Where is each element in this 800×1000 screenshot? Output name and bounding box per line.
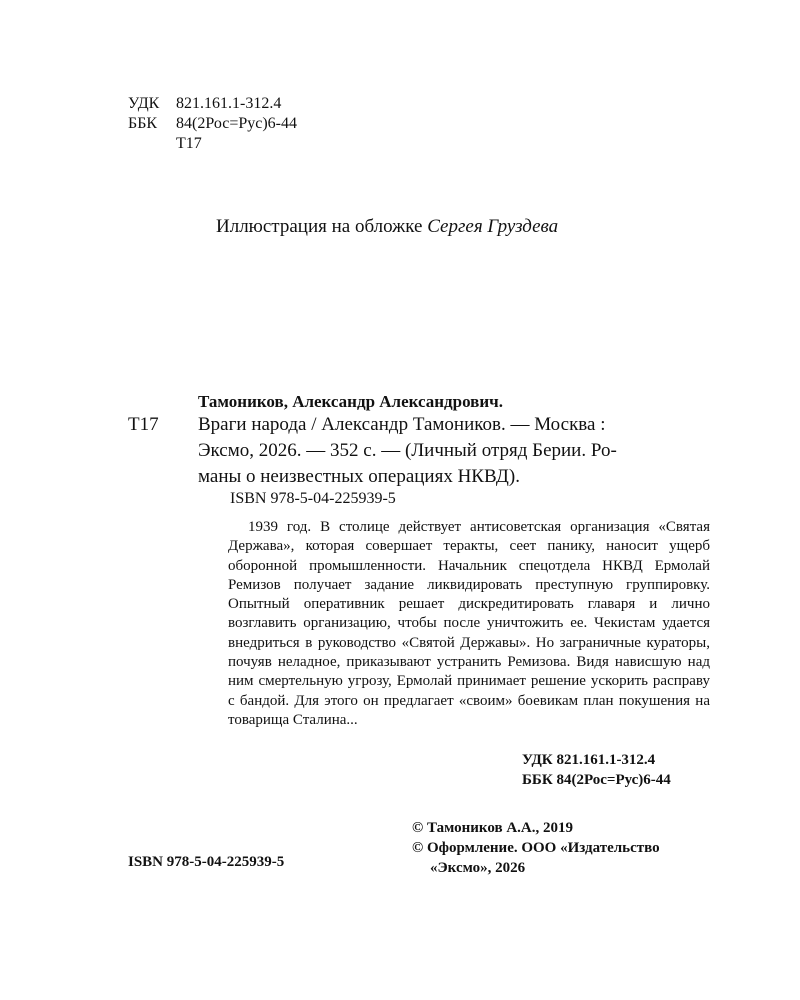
bib-line-2: Эксмо, 2026. — 352 с. — (Личный отряд Берии. Ро- — [198, 440, 617, 461]
udk-key: УДК — [128, 95, 160, 112]
author-mark-row — [128, 134, 297, 154]
copyright-publisher: «Эксмо», 2026 — [430, 860, 526, 876]
author-heading: Тамоников, Александр Александрович. — [198, 392, 503, 411]
annotation — [228, 518, 710, 730]
illustration-artist: Сергея Груздева — [427, 216, 559, 237]
annotation-text: 1939 год. В столице действует антисоветская организация «Святая Держава», которая совершает теракты, сеет панику, наносит ущерб оборонной промышленности. Начальник спецотдела НКВД Ермолай Ремизов получает задание ликвидировать преступную группировку. Опытный оперативник решает дискредитировать главаря и лично возглавить организацию, чтобы после уничтожить ее. Чекистам удается внедриться в руководство «Святой Державы». Но заграничные кураторы, почуяв неладное, приказывают устранить Ремизова. Видя нависшую над ним смертельную угрозу, Ермолай принимает решение ускорить расправу с бандой. Для этого он предлагает «своим» боевикам план покушения на товарища Сталина... — [228, 519, 710, 728]
bibliographic-description — [198, 412, 617, 490]
bbk-value: 84(2Рос=Рус)6-44 — [176, 115, 298, 132]
bbk-row — [128, 114, 297, 134]
isbn-inline: ISBN 978-5-04-225939-5 — [230, 490, 396, 507]
bib-line-3: маны о неизвестных операциях НКВД). — [198, 466, 520, 487]
copyright-block — [412, 818, 660, 878]
classification-block-top — [128, 94, 297, 154]
udk-bottom: УДК 821.161.1-312.4 — [522, 752, 656, 768]
udk-row — [128, 94, 297, 114]
bibliographic-mark: Т17 — [128, 414, 159, 435]
bib-line-1: Враги народа / Александр Тамоников. — Москва : — [198, 414, 606, 435]
classification-block-bottom — [522, 750, 671, 790]
illustration-prefix: Иллюстрация на обложке — [216, 216, 423, 237]
isbn-bottom: ISBN 978-5-04-225939-5 — [128, 854, 285, 870]
author-mark: Т17 — [176, 135, 202, 152]
udk-value: 821.161.1-312.4 — [176, 95, 282, 112]
copyright-author: © Тамоников А.А., 2019 — [412, 820, 573, 836]
illustration-credit — [216, 216, 558, 238]
bbk-key: ББК — [128, 115, 158, 132]
copyright-design: © Оформление. ООО «Издательство — [412, 840, 660, 856]
bbk-bottom: ББК 84(2Рос=Рус)6-44 — [522, 772, 671, 788]
